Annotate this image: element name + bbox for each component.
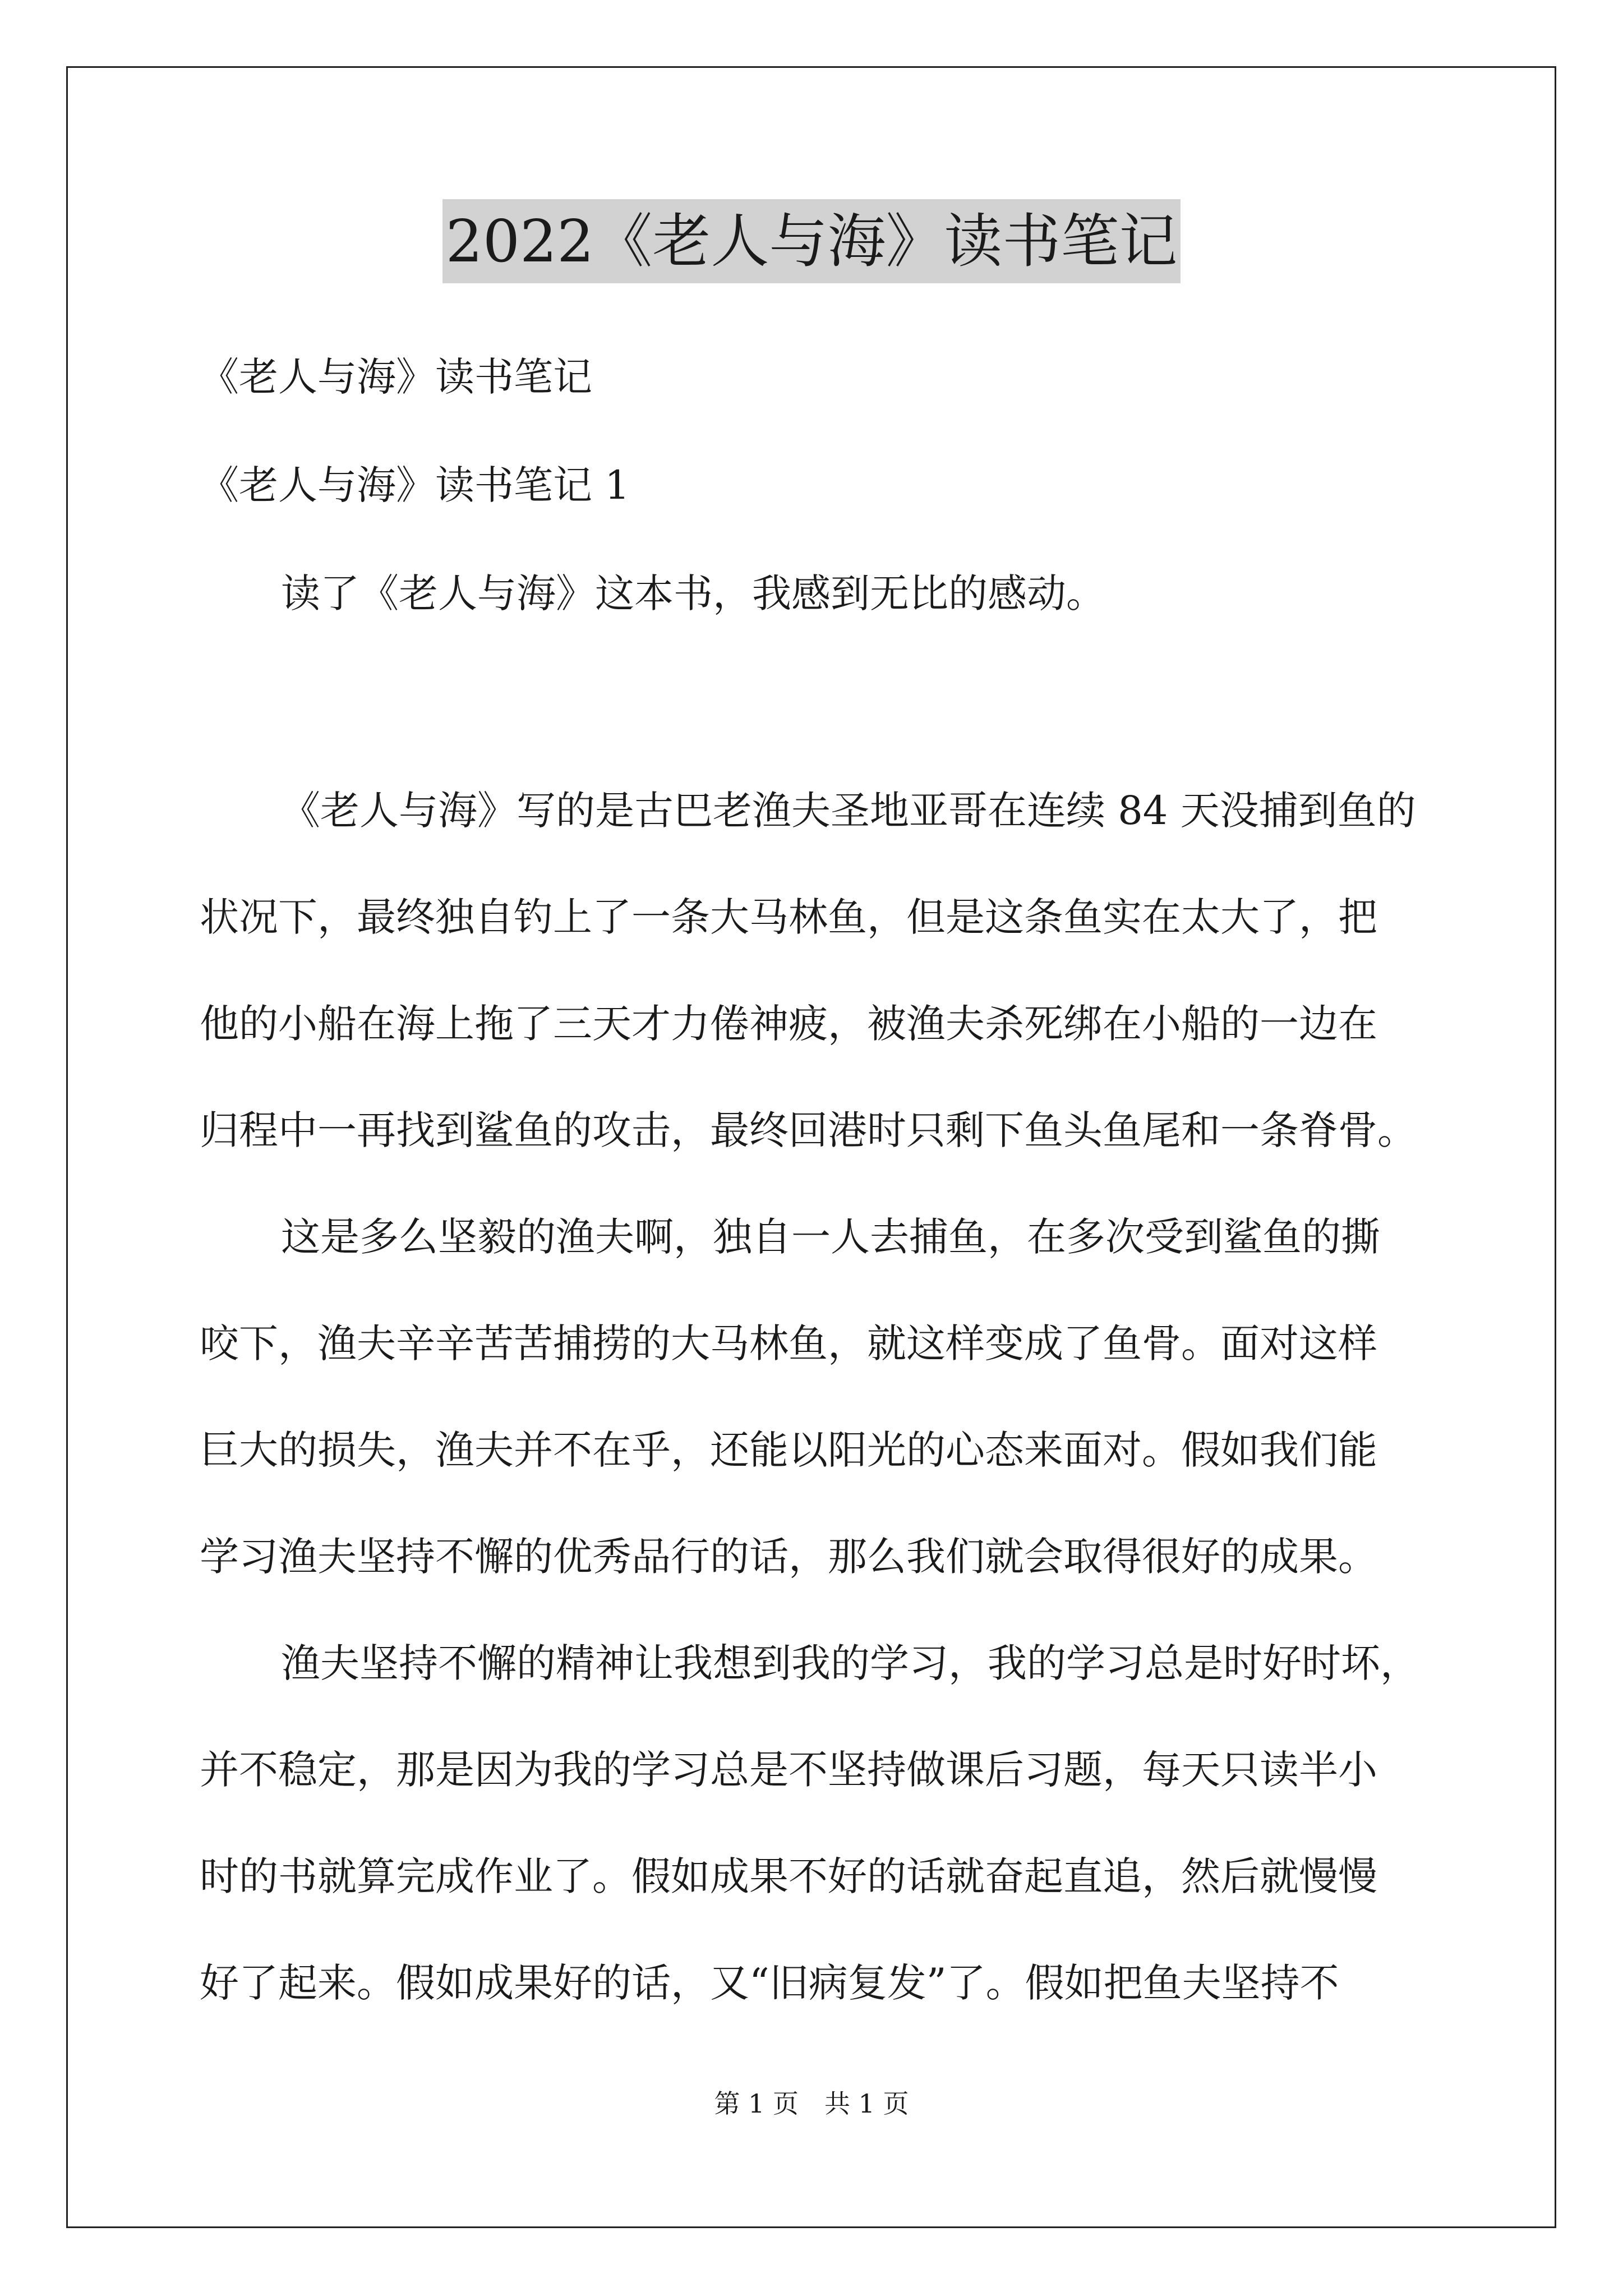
paragraph-2	[200, 1184, 1433, 1610]
paragraph-line: 学习渔夫坚持不懈的优秀品行的话，那么我们就会取得很好的成果。	[200, 1534, 1377, 1580]
paragraph-1	[200, 757, 1433, 1184]
subtitle-line-1: 《老人与海》读书笔记	[200, 354, 592, 400]
paragraph-line: 他的小船在海上拖了三天才力倦神疲，被渔夫杀死绑在小船的一边在	[200, 1001, 1377, 1047]
paragraph-line: 并不稳定，那是因为我的学习总是不坚持做课后习题，每天只读半小	[200, 1747, 1377, 1793]
paragraph-line: 咬下，渔夫辛辛苦苦捕捞的大马林鱼，就这样变成了鱼骨。面对这样	[200, 1320, 1377, 1366]
document-title: 2022《老人与海》读书笔记	[442, 199, 1181, 283]
intro-line: 读了《老人与海》这本书，我感到无比的感动。	[281, 570, 1105, 616]
paragraph-line: 好了起来。假如成果好的话，又“旧病复发”了。假如把鱼夫坚持不	[200, 1960, 1339, 2006]
paragraph-line: 渔夫坚持不懈的精神让我想到我的学习，我的学习总是时好时坏，	[281, 1640, 1419, 1686]
paragraph-3	[200, 1610, 1433, 2036]
page-footer: 第 1 页 共 1 页	[714, 2088, 909, 2119]
subtitle-line-2: 《老人与海》读书笔记 1	[200, 462, 630, 508]
paragraph-line: 《老人与海》写的是古巴老渔夫圣地亚哥在连续 84 天没捕到鱼的	[281, 788, 1416, 834]
paragraph-line: 这是多么坚毅的渔夫啊，独自一人去捕鱼，在多次受到鲨鱼的撕	[281, 1214, 1380, 1260]
paragraph-line: 状况下，最终独自钓上了一条大马林鱼，但是这条鱼实在太大了，把	[200, 894, 1377, 940]
title-container	[0, 199, 1623, 283]
paragraph-line: 时的书就算完成作业了。假如成果不好的话就奋起直追，然后就慢慢	[200, 1853, 1377, 1899]
paragraph-line: 巨大的损失，渔夫并不在乎，还能以阳光的心态来面对。假如我们能	[200, 1427, 1377, 1473]
paragraph-line: 归程中一再找到鲨鱼的攻击，最终回港时只剩下鱼头鱼尾和一条脊骨。	[200, 1107, 1417, 1153]
